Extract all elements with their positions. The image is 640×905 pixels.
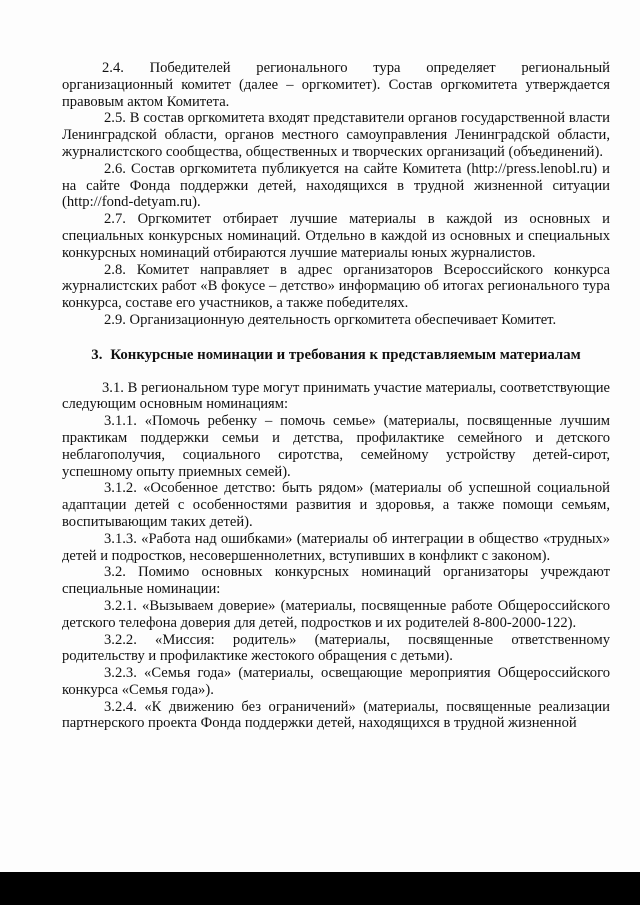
section-title: Конкурсные номинации и требования к представляемым материалам: [110, 346, 581, 363]
scan-border-bar: [0, 872, 640, 905]
paragraph-3-1-1: 3.1.1. «Помочь ребенку – помочь семье» (материалы, посвященные лучшим практикам поддержки семьи и детства, профилактике семейного и детского неблагополучия, социального сиротства, семейному устройству детей-сирот, успешному опыту приемных семей).: [62, 413, 610, 480]
paragraph-3-2-4: 3.2.4. «К движению без ограничений» (материалы, посвященные реализации партнерского проекта Фонда поддержки детей, находящихся в трудной жизненной: [62, 698, 610, 732]
document-body: [62, 60, 610, 732]
paragraph-3-1-2: 3.1.2. «Особенное детство: быть рядом» (материалы об успешной социальной адаптации детей с особенностями развития и здоровья, а также помощи семьям, воспитывающим таких детей).: [62, 480, 610, 530]
paragraph-3-1: 3.1. В региональном туре могут принимать участие материалы, соответствующие следующим основным номинациям:: [62, 379, 610, 413]
section-number: 3.: [91, 346, 103, 363]
paragraph-2-5: 2.5. В состав оргкомитета входят представители органов государственной власти Ленинградской области, органов местного самоуправления Ленинградской области, журналистского сообщества, общественных и творческих организаций (объединений).: [62, 110, 610, 160]
paragraph-3-2: 3.2. Помимо основных конкурсных номинаций организаторы учреждают специальные номинации:: [62, 564, 610, 598]
paragraph-2-7: 2.7. Оргкомитет отбирает лучшие материалы в каждой из основных и специальных конкурсных номинаций. Отдельно в каждой из основных и специальных конкурсных номинаций отбираются лучшие материалы юных журналистов.: [62, 211, 610, 261]
paragraph-3-2-3: 3.2.3. «Семья года» (материалы, освещающие мероприятия Общероссийского конкурса «Семья года»).: [62, 665, 610, 698]
paragraph-3-2-1: 3.2.1. «Вызываем доверие» (материалы, посвященные работе Общероссийского детского телефона доверия для детей, подростков и их родителей 8-800-2000-122).: [62, 597, 610, 631]
paragraph-2-4: 2.4. Победителей регионального тура определяет региональный организационный комитет (далее – оргкомитет). Состав оргкомитета утверждается правовым актом Комитета.: [62, 60, 610, 110]
paragraph-3-1-3: 3.1.3. «Работа над ошибками» (материалы об интеграции в общество «трудных» детей и подростков, несовершеннолетних, вступивших в конфликт с законом).: [62, 530, 610, 564]
paragraph-2-6: 2.6. Состав оргкомитета публикуется на сайте Комитета (http://press.lenobl.ru) и на сайте Фонда поддержки детей, находящихся в трудной жизненной ситуации (http://fond-detyam.ru).: [62, 160, 610, 211]
section-heading: [62, 347, 610, 364]
paragraph-3-2-2: 3.2.2. «Миссия: родитель» (материалы, посвященные ответственному родительству и профилактике жестокого обращения с детьми).: [62, 631, 610, 665]
paragraph-2-9: 2.9. Организационную деятельность оргкомитета обеспечивает Комитет.: [104, 311, 557, 328]
paragraph-2-8: 2.8. Комитет направляет в адрес организаторов Всероссийского конкурса журналистских работ «В фокусе – детство» информацию об итогах регионального тура конкурса, составе его участников, а также победителях.: [62, 261, 610, 312]
